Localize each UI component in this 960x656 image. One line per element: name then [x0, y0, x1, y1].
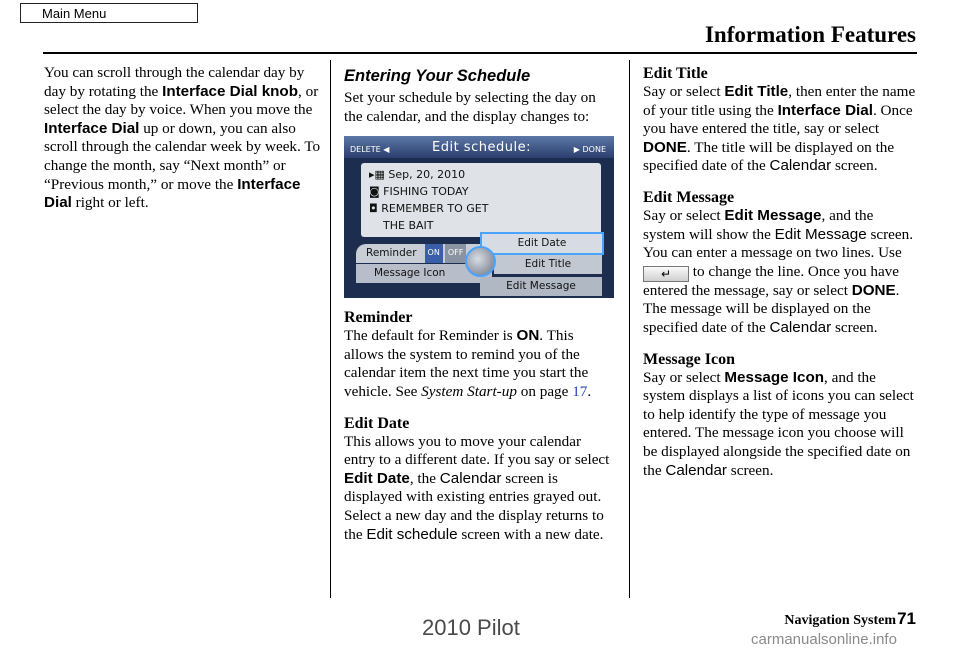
reminder-off-option: OFF — [445, 244, 467, 263]
scroll-paragraph: You can scroll through the calendar day by day by rotating the Interface Dial knob, or select the day by voice. When you move the Interface Dial up or down, you can also scroll through the calendar week by week. To change the month, say “Next month” or “Previous month,” or move the Interface Dial right or left. — [44, 64, 321, 212]
column-1 — [44, 64, 326, 213]
interface-dial-icon — [465, 246, 496, 277]
column-divider — [629, 60, 630, 598]
screen-title-bar — [344, 136, 614, 158]
reminder-paragraph: The default for Reminder is ON. This allows the system to remind you of the calendar item the next time you start the vehicle. See System Start-up on page 17. — [344, 327, 592, 400]
screen-title: Edit schedule: — [432, 140, 531, 156]
done-button[interactable]: ▶ DONE — [573, 145, 606, 155]
edit-title-paragraph: Say or select Edit Title, then enter the name of your title using the Interface Dial. Once you have entered the title, say or select DONE. The title will be displayed on the specified date of the Calendar screen. — [643, 83, 916, 175]
edit-title-option[interactable]: Edit Title — [494, 255, 602, 274]
title-line: ◙ FISHING TODAY — [369, 185, 469, 199]
page-link[interactable]: 17 — [572, 382, 588, 400]
page-number: 71 — [897, 609, 916, 628]
edit-date-heading: Edit Date — [344, 414, 410, 432]
enter-key-icon: ↵ — [643, 266, 689, 282]
header-rule — [43, 52, 917, 54]
reminder-toggle[interactable]: Reminder ON OFF — [356, 244, 484, 263]
page-title: Information Features — [704, 22, 916, 47]
column-divider — [330, 60, 331, 598]
schedule-entry-panel — [361, 163, 601, 237]
reminder-on-option: ON — [425, 244, 443, 263]
column-3 — [643, 64, 918, 480]
message-icon-option[interactable]: Message Icon — [356, 264, 492, 283]
message-line: ◘ REMEMBER TO GET — [369, 202, 489, 216]
message-line: THE BAIT — [383, 219, 434, 233]
main-menu-button[interactable]: Main Menu — [20, 3, 198, 23]
edit-schedule-screen — [344, 136, 614, 298]
edit-title-heading: Edit Title — [643, 65, 708, 82]
edit-date-paragraph: This allows you to move your calendar entry to a different date. If you say or select Edit Date, the Calendar screen is displayed with existing entries grayed out. Select a new day and the display returns to the Edit schedule screen with a new date. — [344, 432, 610, 543]
model-watermark: 2010 Pilot — [422, 615, 520, 640]
intro-paragraph: Set your schedule by selecting the day on the calendar, and the display changes to: — [344, 89, 596, 125]
reminder-heading: Reminder — [344, 309, 413, 327]
footer-section-name: Navigation System — [784, 613, 896, 628]
section-heading: Entering Your Schedule — [344, 67, 531, 85]
edit-message-option[interactable]: Edit Message — [480, 277, 602, 296]
edit-message-heading: Edit Message — [643, 188, 735, 206]
message-icon-heading: Message Icon — [643, 350, 735, 368]
message-icon-paragraph: Say or select Message Icon, and the system displays a list of icons you can select to help identify the type of message you entered. The message icon you choose will be displayed alongside the specified date on the Calendar screen. — [643, 368, 914, 479]
column-2 — [344, 64, 616, 544]
edit-message-paragraph: Say or select Edit Message, and the system will show the Edit Message screen. You can enter a message on two lines. Use ↵ to change the line. Once you have entered the message, say or select DONE. The message will be displayed on the specified date of the Calendar screen. — [643, 206, 914, 336]
date-line: ▸▦ Sep, 20, 2010 — [369, 168, 466, 182]
site-watermark: carmanualsonline.info — [751, 631, 897, 648]
delete-button[interactable]: DELETE ◀ — [350, 145, 390, 155]
edit-date-option[interactable]: Edit Date — [480, 232, 604, 255]
